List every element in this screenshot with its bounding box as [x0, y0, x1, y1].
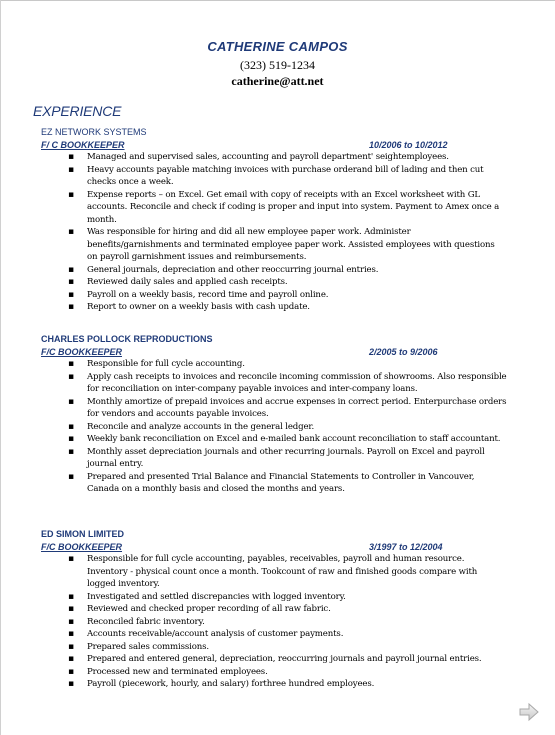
duty-item: ▪ Responsible for full cycle accounting.: [68, 359, 245, 369]
bullet-icon: ▪: [68, 679, 74, 689]
job-title: F/C BOOKKEEPER: [41, 347, 123, 357]
duty-item: ▪ Reconciled fabric inventory.: [68, 616, 205, 627]
bullet-icon: ▪: [68, 591, 74, 602]
bullet-icon: ▪: [68, 189, 74, 200]
page-border-left: [0, 0, 1, 735]
duty-item: ▪ Reconcile and analyze accounts in the general ledger.: [68, 421, 315, 432]
candidate-email: catherine@att.net: [231, 74, 324, 88]
duty-item: ▪ Investigated and settled discrepancies with logged inventory.: [68, 591, 346, 602]
duty-item: ▪ Report to owner on a weekly basis with cash update.: [68, 302, 310, 312]
bullet-icon: ▪: [68, 666, 74, 677]
job-dates: 2/2005 to 9/2006: [369, 347, 438, 357]
bullet-icon: ▪: [68, 616, 74, 627]
job-entry-3: [41, 528, 521, 691]
duty-item: ▪ Managed and supervised sales, accounting and payroll department' seightemployees.: [68, 152, 449, 162]
bullet-icon: ▪: [68, 641, 74, 652]
bullet-icon: ▪: [68, 654, 74, 664]
role-line: [41, 139, 521, 151]
duty-item: ▪ Weekly bank reconciliation on Excel and e-mailed bank account reconciliation to staff accountant.: [68, 434, 501, 444]
bullet-icon: ▪: [68, 164, 74, 175]
job-dates: 10/2006 to 10/2012: [369, 140, 448, 150]
bullet-icon: ▪: [68, 289, 74, 300]
company-name: CHARLES POLLOCK REPRODUCTIONS: [41, 334, 213, 344]
duty-item: ▪ Prepared and entered general, depreciation, reoccurring journals and payroll journal entries.: [68, 654, 482, 664]
bullet-icon: ▪: [68, 227, 74, 237]
bullet-icon: ▪: [68, 396, 74, 407]
job-entry-2: [41, 333, 521, 496]
duty-item: ▪ Responsible for full cycle accounting, payables, receivables, payroll and human resource. Inventory - physical count once a month. Tookcount of raw and finished goods compare with logged inventory.: [68, 554, 478, 589]
role-line: [41, 541, 521, 553]
job-entry-1: [41, 126, 521, 314]
duty-item: ▪ Payroll on a weekly basis, record time and payroll online.: [68, 289, 329, 300]
bullet-icon: ▪: [68, 277, 74, 287]
bullet-icon: ▪: [68, 421, 74, 432]
bullet-icon: ▪: [68, 264, 74, 275]
company-name: EZ NETWORK SYSTEMS: [41, 127, 147, 137]
job-title: F/ C BOOKKEEPER: [41, 140, 125, 150]
job-dates: 3/1997 to 12/2004: [369, 542, 443, 552]
candidate-phone: (323) 519-1234: [240, 58, 315, 72]
duty-item: ▪ Reviewed daily sales and applied cash receipts.: [68, 277, 288, 287]
duty-item: ▪ Monthly asset depreciation journals and other recurring journals. Payroll on Excel and payroll journal entry.: [68, 446, 485, 469]
duty-item: ▪ Accounts receivable/account analysis of customer payments.: [68, 629, 344, 639]
resume-header: [0, 39, 555, 89]
duty-list: [41, 151, 521, 314]
duty-item: ▪ General journals, depreciation and other reoccurring journal entries.: [68, 264, 379, 275]
bullet-icon: ▪: [68, 359, 74, 369]
duty-item: ▪ Prepared and presented Trial Balance and Financial Statements to Controller in Vancouver, Canada on a monthly basis and closed the months and years.: [68, 471, 475, 494]
duty-item: ▪ Payroll (piecework, hourly, and salary) forthree hundred employees.: [68, 679, 375, 689]
duty-list: [41, 358, 521, 496]
role-line: [41, 346, 521, 358]
bullet-icon: ▪: [68, 604, 74, 614]
duty-item: ▪ Was responsible for hiring and did all new employee paper work. Administer benefits/garnishments and terminated employee paper work. Assisted employees with questions on payroll garnishment issues and reimbursements.: [68, 227, 495, 262]
duty-item: ▪ Prepared sales commissions.: [68, 641, 209, 652]
duty-item: ▪ Heavy accounts payable matching invoices with purchase orderand bill of lading and then cut checks once a week.: [68, 164, 484, 187]
next-arrow-icon[interactable]: [518, 702, 540, 722]
duty-item: ▪ Expense reports – on Excel. Get email with copy of receipts with an Excel worksheet with GL accounts. Reconcile and check if coding is proper and input into system. Payment to Amex once a month.: [68, 189, 500, 225]
bullet-icon: ▪: [68, 629, 74, 639]
bullet-icon: ▪: [68, 371, 74, 382]
page-border-top: [0, 0, 555, 1]
section-title-experience: EXPERIENCE: [33, 103, 122, 119]
duty-item: ▪ Reviewed and checked proper recording of all raw fabric.: [68, 604, 331, 614]
duty-item: ▪ Apply cash receipts to invoices and reconcile incoming commission of showrooms. Also responsible for reconciliation on inter-company payable invoices and inter-company loans.: [68, 371, 507, 394]
duty-item: ▪ Monthly amortize of prepaid invoices and accrue expenses in correct period. Enterpurchase orders for vendors and accounts payable invoices.: [68, 396, 507, 419]
bullet-icon: ▪: [68, 302, 74, 312]
bullet-icon: ▪: [68, 471, 74, 482]
duty-list: [41, 553, 521, 691]
candidate-name: CATHERINE CAMPOS: [207, 39, 348, 54]
company-name: ED SIMON LIMITED: [41, 529, 124, 539]
job-title: F/C BOOKKEEPER: [41, 542, 123, 552]
bullet-icon: ▪: [68, 152, 74, 162]
bullet-icon: ▪: [68, 446, 74, 457]
duty-item: ▪ Processed new and terminated employees.: [68, 666, 268, 677]
bullet-icon: ▪: [68, 434, 74, 444]
bullet-icon: ▪: [68, 554, 74, 564]
